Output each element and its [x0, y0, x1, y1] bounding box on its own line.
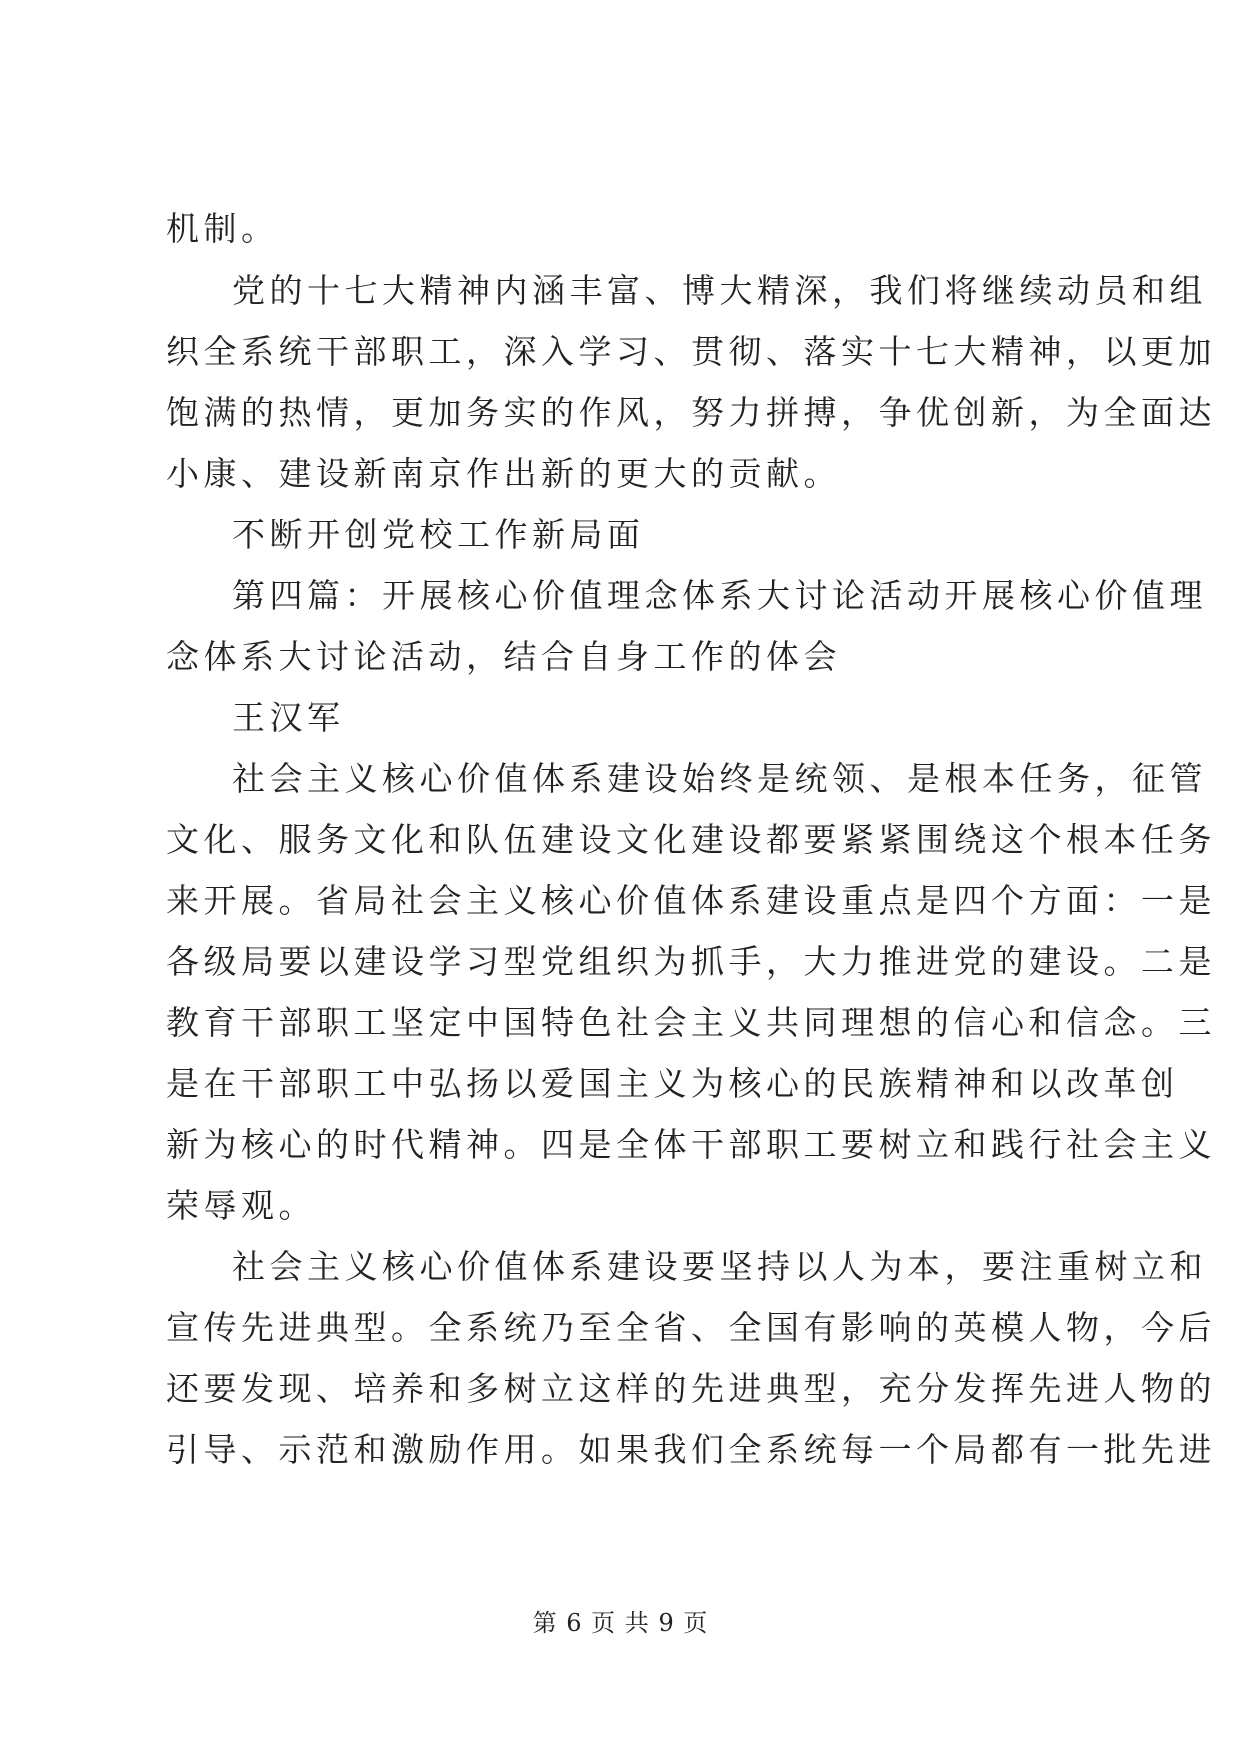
text-line: 文化、服务文化和队伍建设文化建设都要紧紧围绕这个根本任务 — [166, 820, 1216, 859]
text-line: 机制。 — [166, 209, 279, 248]
text-line: 新为核心的时代精神。四是全体干部职工要树立和践行社会主义 — [166, 1125, 1216, 1164]
article-title: 念体系大讨论活动，结合自身工作的体会 — [166, 637, 841, 676]
text-line: 党的十七大精神内涵丰富、博大精深，我们将继续动员和组 — [232, 271, 1207, 310]
text-line: 宣传先进典型。全系统乃至全省、全国有影响的英模人物，今后 — [166, 1308, 1216, 1347]
article-title: 第四篇：开展核心价值理念体系大讨论活动开展核心价值理 — [232, 576, 1207, 615]
text-line: 小康、建设新南京作出新的更大的贡献。 — [166, 454, 841, 493]
author-name: 王汉军 — [232, 698, 345, 737]
text-line: 社会主义核心价值体系建设要坚持以人为本，要注重树立和 — [232, 1247, 1207, 1286]
text-line: 各级局要以建设学习型党组织为抓手，大力推进党的建设。二是 — [166, 942, 1216, 981]
text-line: 教育干部职工坚定中国特色社会主义共同理想的信心和信念。三 — [166, 1003, 1216, 1042]
text-line: 还要发现、培养和多树立这样的先进典型，充分发挥先进人物的 — [166, 1369, 1216, 1408]
section-heading: 不断开创党校工作新局面 — [232, 515, 645, 554]
text-line: 荣辱观。 — [166, 1186, 316, 1225]
text-line: 来开展。省局社会主义核心价值体系建设重点是四个方面：一是 — [166, 881, 1216, 920]
text-line: 社会主义核心价值体系建设始终是统领、是根本任务，征管 — [232, 759, 1207, 798]
text-line: 引导、示范和激励作用。如果我们全系统每一个局都有一批先进 — [166, 1430, 1216, 1469]
page-number-footer: 第 6 页 共 9 页 — [532, 1609, 709, 1637]
text-line: 是在干部职工中弘扬以爱国主义为核心的民族精神和以改革创 — [166, 1064, 1179, 1103]
text-line: 织全系统干部职工，深入学习、贯彻、落实十七大精神，以更加 — [166, 332, 1216, 371]
text-line: 饱满的热情，更加务实的作风，努力拼搏，争优创新，为全面达 — [166, 393, 1216, 432]
